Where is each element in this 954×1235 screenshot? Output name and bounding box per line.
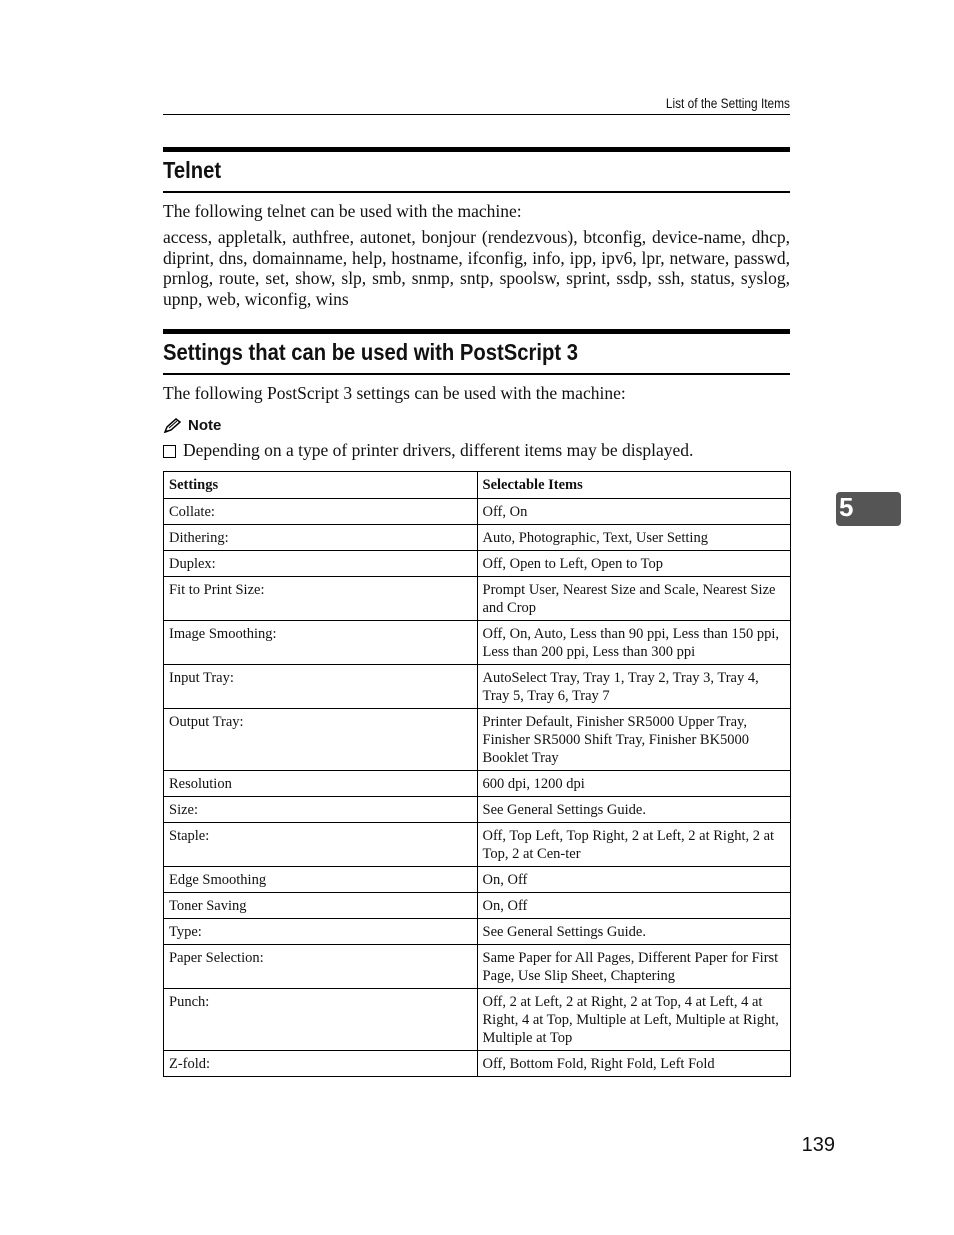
section-title-telnet: Telnet: [163, 157, 222, 183]
section-rule-telnet: [163, 191, 790, 193]
setting-options: On, Off: [477, 867, 791, 893]
setting-name: Collate:: [164, 499, 478, 525]
setting-name: Toner Saving: [164, 893, 478, 919]
header-rule: [163, 114, 790, 115]
setting-name: Punch:: [164, 989, 478, 1051]
page-number: 139: [801, 1134, 835, 1156]
column-header-settings: Settings: [164, 472, 478, 499]
table-row: [164, 665, 791, 709]
setting-name: Duplex:: [164, 551, 478, 577]
setting-name: Fit to Print Size:: [164, 577, 478, 621]
table-row: [164, 709, 791, 771]
setting-name: Paper Selection:: [164, 945, 478, 989]
setting-options: 600 dpi, 1200 dpi: [477, 771, 791, 797]
setting-options: Off, 2 at Left, 2 at Right, 2 at Top, 4 at Left, 4 at Right, 4 at Top, Multiple at Left, Multiple at Right, Multiple at Top: [477, 989, 791, 1051]
setting-options: See General Settings Guide.: [477, 797, 791, 823]
pencil-icon: [163, 418, 183, 434]
table-row: [164, 771, 791, 797]
section-rule-postscript: [163, 373, 790, 375]
table-row: [164, 823, 791, 867]
note-heading: [163, 417, 221, 434]
setting-name: Type:: [164, 919, 478, 945]
setting-options: Printer Default, Finisher SR5000 Upper Tray, Finisher SR5000 Shift Tray, Finisher BK5000 Booklet Tray: [477, 709, 791, 771]
telnet-commands: access, appletalk, authfree, autonet, bonjour (rendezvous), btconfig, device-name, dhcp, diprint, dns, domainname, help, hostname, ifconfig, info, ipp, ipv6, lpr, netware, passwd, prnlog, route, set, show, slp, smb, snmp, sntp, spoolsw, sprint, ssdp, ssh, status, syslog, upnp, web, wiconfig, wins: [163, 227, 790, 309]
table-row: [164, 867, 791, 893]
note-item: [163, 440, 790, 461]
note-text: Depending on a type of printer drivers, different items may be displayed.: [183, 440, 694, 460]
setting-options: Off, Top Left, Top Right, 2 at Left, 2 at Right, 2 at Top, 2 at Cen-ter: [477, 823, 791, 867]
setting-options: Auto, Photographic, Text, User Setting: [477, 525, 791, 551]
table-row: [164, 577, 791, 621]
chapter-tab: [836, 492, 901, 526]
setting-name: Input Tray:: [164, 665, 478, 709]
table-row: [164, 945, 791, 989]
setting-name: Staple:: [164, 823, 478, 867]
section-bar-postscript: [163, 329, 790, 334]
setting-name: Z-fold:: [164, 1051, 478, 1077]
setting-options: Off, On, Auto, Less than 90 ppi, Less than 150 ppi, Less than 200 ppi, Less than 300 ppi: [477, 621, 791, 665]
setting-name: Dithering:: [164, 525, 478, 551]
table-row: [164, 551, 791, 577]
setting-name: Edge Smoothing: [164, 867, 478, 893]
setting-name: Resolution: [164, 771, 478, 797]
setting-options: On, Off: [477, 893, 791, 919]
postscript-intro: The following PostScript 3 settings can be used with the machine:: [163, 383, 626, 403]
column-header-selectable-items: Selectable Items: [477, 472, 791, 499]
section-title-postscript: Settings that can be used with PostScript 3: [163, 339, 579, 365]
setting-options: Same Paper for All Pages, Different Paper for First Page, Use Slip Sheet, Chaptering: [477, 945, 791, 989]
section-bar-telnet: [163, 147, 790, 152]
setting-name: Size:: [164, 797, 478, 823]
table-row: [164, 1051, 791, 1077]
setting-options: Prompt User, Nearest Size and Scale, Nearest Size and Crop: [477, 577, 791, 621]
table-row: [164, 989, 791, 1051]
table-row: [164, 797, 791, 823]
setting-options: See General Settings Guide.: [477, 919, 791, 945]
table-row: [164, 525, 791, 551]
table-row: [164, 893, 791, 919]
setting-name: Output Tray:: [164, 709, 478, 771]
note-label: Note: [188, 417, 222, 434]
table-header-row: [164, 472, 791, 499]
setting-options: AutoSelect Tray, Tray 1, Tray 2, Tray 3, Tray 4, Tray 5, Tray 6, Tray 7: [477, 665, 791, 709]
setting-name: Image Smoothing:: [164, 621, 478, 665]
checkbox-bullet-icon: [163, 445, 176, 458]
setting-options: Off, Bottom Fold, Right Fold, Left Fold: [477, 1051, 791, 1077]
telnet-intro: The following telnet can be used with the machine:: [163, 201, 522, 221]
table-row: [164, 499, 791, 525]
chapter-number: 5: [839, 492, 854, 522]
table-row: [164, 621, 791, 665]
setting-options: Off, On: [477, 499, 791, 525]
setting-options: Off, Open to Left, Open to Top: [477, 551, 791, 577]
table-row: [164, 919, 791, 945]
settings-table: [163, 471, 791, 1077]
running-header: List of the Setting Items: [665, 96, 790, 111]
